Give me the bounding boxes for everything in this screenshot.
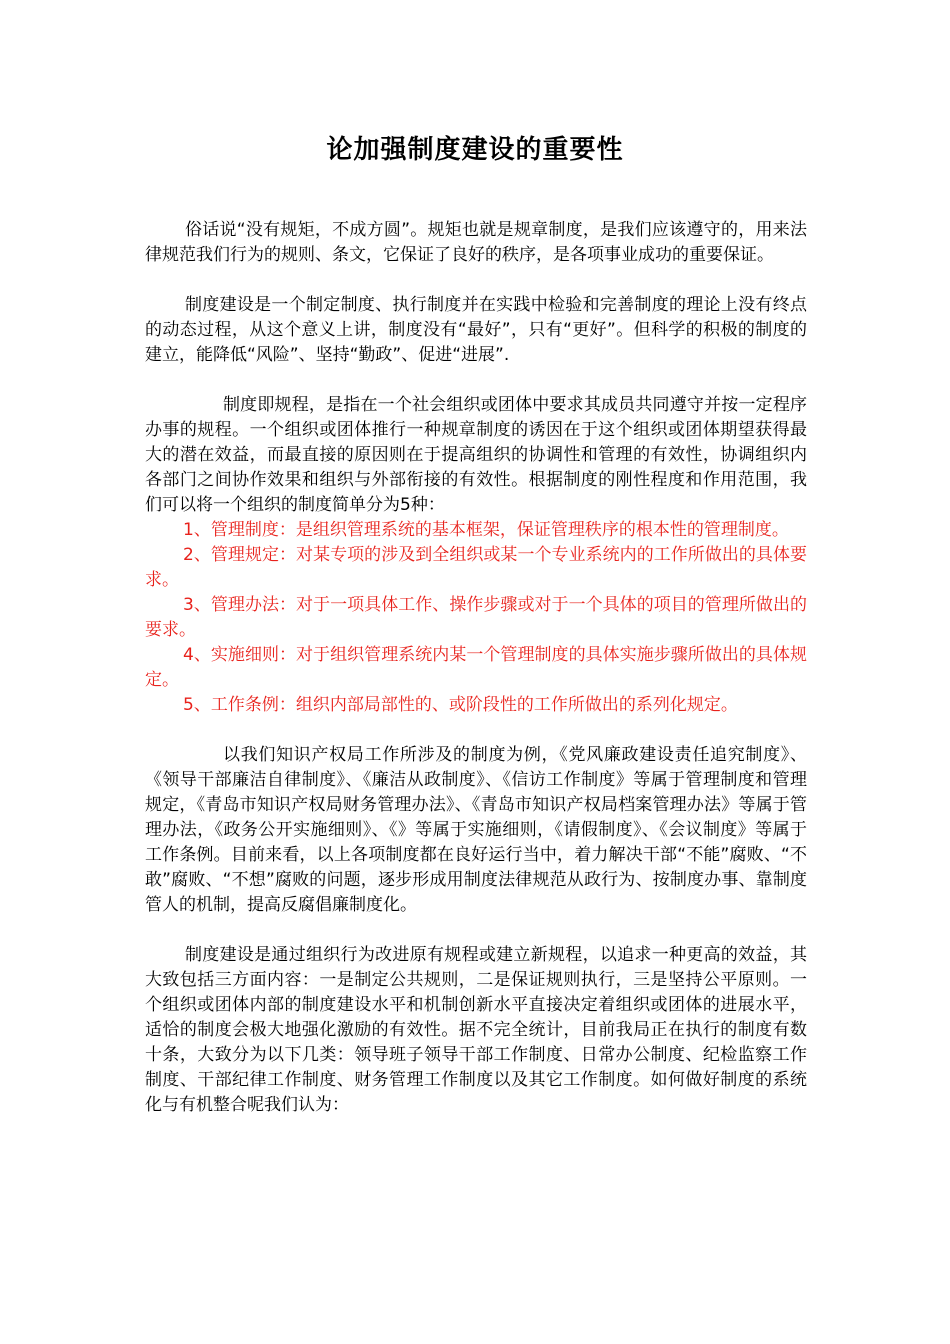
paragraph-intro: 俗话说“没有规矩，不成方圆”。规矩也就是规章制度，是我们应该遵守的，用来法律规范我们行为的规则、条文，它保证了良好的秩序，是各项事业成功的重要保证。	[145, 220, 807, 265]
paragraph-dynamic-process: 制度建设是一个制定制度、执行制度并在实践中检验和完善制度的理论上没有终点的动态过程，从这个意义上讲，制度没有“最好”，只有“更好”。但科学的积极的制度的建立，能降低“风险”、坚持“勤政”、促进“进展”.	[145, 295, 807, 365]
document-title: 论加强制度建设的重要性	[326, 135, 624, 165]
list-item: 5、工作条例：组织内部局部性的、或阶段性的工作所做出的系列化规定。	[183, 695, 738, 715]
list-item: 1、管理制度：是组织管理系统的基本框架，保证管理秩序的根本性的管理制度。	[183, 520, 789, 540]
paragraph-definition: 制度即规程，是指在一个社会组织或团体中要求其成员共同遵守并按一定程序办事的规程。一个组织或团体推行一种规章制度的诱因在于这个组织或团体期望获得最大的潜在效益，而最直接的原因则在于提高组织的协调性和管理的有效性，协调组织内各部门之间协作效果和组织与外部衔接的有效性。根据制度的刚性程度和作用范围，我们可以将一个组织的制度简单分为5种：	[145, 395, 807, 515]
paragraph-examples: 以我们知识产权局工作所涉及的制度为例，《党风廉政建设责任追究制度》、《领导干部廉洁自律制度》、《廉洁从政制度》、《信访工作制度》等属于管理制度和管理规定，《青岛市知识产权局财务管理办法》、《青岛市知识产权局档案管理办法》等属于管理办法，《政务公开实施细则》、《》等属于实施细则，《请假制度》、《会议制度》等属于工作条例。目前来看，以上各项制度都在良好运行当中，着力解决干部“不能”腐败、“不敢”腐败、“不想”腐败的问题，逐步形成用制度法律规范从政行为、按制度办事、靠制度管人的机制，提高反腐倡廉制度化。	[145, 745, 807, 915]
regulation-type-list	[145, 518, 807, 718]
paragraph-system-building: 制度建设是通过组织行为改进原有规程或建立新规程，以追求一种更高的效益，其大致包括三方面内容：一是制定公共规则，二是保证规则执行，三是坚持公平原则。一个组织或团体内部的制度建设水平和机制创新水平直接决定着组织或团体的进展水平，适恰的制度会极大地强化激励的有效性。据不完全统计，目前我局正在执行的制度有数十条，大致分为以下几类：领导班子领导干部工作制度、日常办公制度、纪检监察工作制度、干部纪律工作制度、财务管理工作制度以及其它工作制度。如何做好制度的系统化与有机整合呢我们认为：	[145, 945, 807, 1115]
list-item: 2、管理规定：对某专项的涉及到全组织或某一个专业系统内的工作所做出的具体要求。	[145, 545, 807, 590]
document-body	[145, 218, 807, 1118]
list-item: 4、实施细则：对于组织管理系统内某一个管理制度的具体实施步骤所做出的具体规定。	[145, 645, 807, 690]
list-item: 3、管理办法：对于一项具体工作、操作步骤或对于一个具体的项目的管理所做出的要求。	[145, 595, 807, 640]
